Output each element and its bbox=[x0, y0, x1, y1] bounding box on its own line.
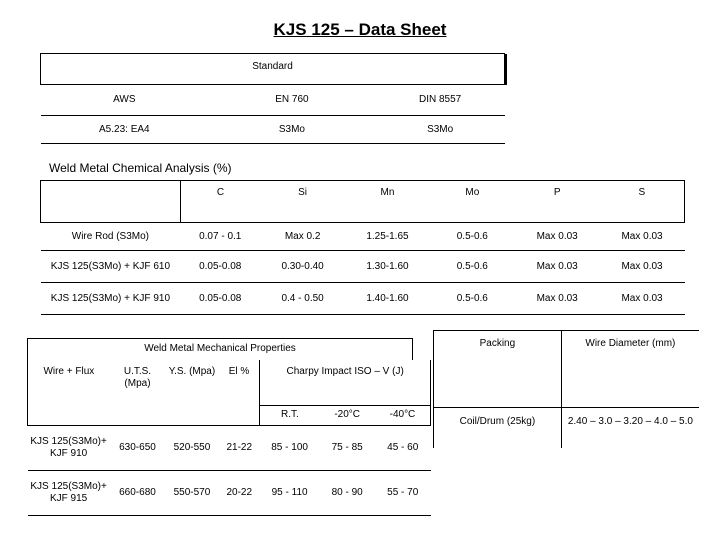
chemical-section-label: Weld Metal Chemical Analysis (%) bbox=[49, 161, 232, 175]
standard-value-en: S3Mo bbox=[208, 116, 376, 144]
chemical-cell: 0.5-0.6 bbox=[430, 223, 515, 251]
mechanical-cell: 55 - 70 bbox=[375, 470, 431, 515]
mechanical-cell: 95 - 110 bbox=[260, 470, 320, 515]
chemical-cell: Max 0.03 bbox=[515, 251, 600, 283]
mechanical-section-label: Weld Metal Mechanical Properties bbox=[27, 338, 413, 360]
table-row bbox=[28, 470, 431, 515]
chemical-table bbox=[40, 180, 685, 315]
chemical-cell: 1.40-1.60 bbox=[345, 283, 430, 315]
table-row bbox=[41, 251, 685, 283]
chemical-cell: Max 0.03 bbox=[600, 283, 685, 315]
chemical-cell: Max 0.03 bbox=[515, 283, 600, 315]
chemical-cell: Max 0.03 bbox=[600, 223, 685, 251]
chemical-cell: 0.05-0.08 bbox=[180, 283, 260, 315]
packing-value: Coil/Drum (25kg) bbox=[434, 408, 562, 448]
mechanical-col-uts: U.T.S. (Mpa) bbox=[123, 366, 152, 389]
mechanical-cell: 20-22 bbox=[219, 470, 260, 515]
chemical-col-p: P bbox=[515, 181, 600, 223]
chemical-cell: 1.30-1.60 bbox=[345, 251, 430, 283]
standard-value-din: S3Mo bbox=[376, 116, 505, 144]
mechanical-cell: 520-550 bbox=[165, 425, 218, 470]
packing-col-packing: Packing bbox=[434, 331, 562, 408]
chemical-col-s: S bbox=[600, 181, 685, 223]
table-row bbox=[41, 223, 685, 251]
standard-value-aws: A5.23: EA4 bbox=[41, 116, 209, 144]
standard-col-en: EN 760 bbox=[208, 85, 376, 116]
standard-header: Standard bbox=[41, 54, 505, 85]
chemical-row-name: KJS 125(S3Mo) + KJF 910 bbox=[41, 283, 181, 315]
mechanical-cell: 80 - 90 bbox=[319, 470, 375, 515]
wire-diameter-value: 2.40 – 3.0 – 3.20 – 4.0 – 5.0 bbox=[561, 408, 699, 448]
chemical-cell: 0.07 - 0.1 bbox=[180, 223, 260, 251]
mechanical-cell: 75 - 85 bbox=[319, 425, 375, 470]
mechanical-col-el: El % bbox=[228, 366, 250, 377]
packing-table bbox=[433, 330, 699, 448]
chemical-cell: 0.05-0.08 bbox=[180, 251, 260, 283]
standard-table bbox=[40, 53, 505, 144]
chemical-col-mn: Mn bbox=[345, 181, 430, 223]
mechanical-row-name: KJS 125(S3Mo)+ KJF 910 bbox=[28, 425, 110, 470]
table-row bbox=[41, 283, 685, 315]
page-title: KJS 125 – Data Sheet bbox=[273, 20, 447, 39]
chemical-row-name: KJS 125(S3Mo) + KJF 610 bbox=[41, 251, 181, 283]
chemical-col-si: Si bbox=[260, 181, 345, 223]
mechanical-cell: 630-650 bbox=[110, 425, 166, 470]
chemical-row-name: Wire Rod (S3Mo) bbox=[41, 223, 181, 251]
charpy-sub-minus40: -40°C bbox=[375, 405, 431, 425]
table-row bbox=[28, 425, 431, 470]
chemical-cell: 1.25-1.65 bbox=[345, 223, 430, 251]
chemical-cell: Max 0.2 bbox=[260, 223, 345, 251]
standard-col-aws: AWS bbox=[41, 85, 209, 116]
mechanical-col-wire-flux: Wire + Flux bbox=[28, 360, 110, 425]
mechanical-col-charpy: Charpy Impact ISO – V (J) bbox=[260, 360, 431, 405]
chemical-col-mo: Mo bbox=[430, 181, 515, 223]
charpy-sub-minus20: -20°C bbox=[319, 405, 375, 425]
mechanical-table bbox=[27, 360, 431, 516]
mechanical-cell: 45 - 60 bbox=[375, 425, 431, 470]
mechanical-row-name: KJS 125(S3Mo)+ KJF 915 bbox=[28, 470, 110, 515]
chemical-cell: Max 0.03 bbox=[515, 223, 600, 251]
charpy-sub-rt: R.T. bbox=[260, 405, 320, 425]
mechanical-cell: 550-570 bbox=[165, 470, 218, 515]
packing-col-wire-diameter: Wire Diameter (mm) bbox=[561, 331, 699, 408]
mechanical-cell: 21-22 bbox=[219, 425, 260, 470]
chemical-cell: 0.30-0.40 bbox=[260, 251, 345, 283]
chemical-cell: 0.4 - 0.50 bbox=[260, 283, 345, 315]
chemical-cell: 0.5-0.6 bbox=[430, 283, 515, 315]
chemical-corner bbox=[41, 181, 181, 223]
chemical-cell: Max 0.03 bbox=[600, 251, 685, 283]
chemical-col-c: C bbox=[180, 181, 260, 223]
mechanical-col-ys: Y.S. (Mpa) bbox=[168, 366, 216, 377]
chemical-cell: 0.5-0.6 bbox=[430, 251, 515, 283]
standard-col-din: DIN 8557 bbox=[376, 85, 505, 116]
mechanical-cell: 85 - 100 bbox=[260, 425, 320, 470]
mechanical-cell: 660-680 bbox=[110, 470, 166, 515]
